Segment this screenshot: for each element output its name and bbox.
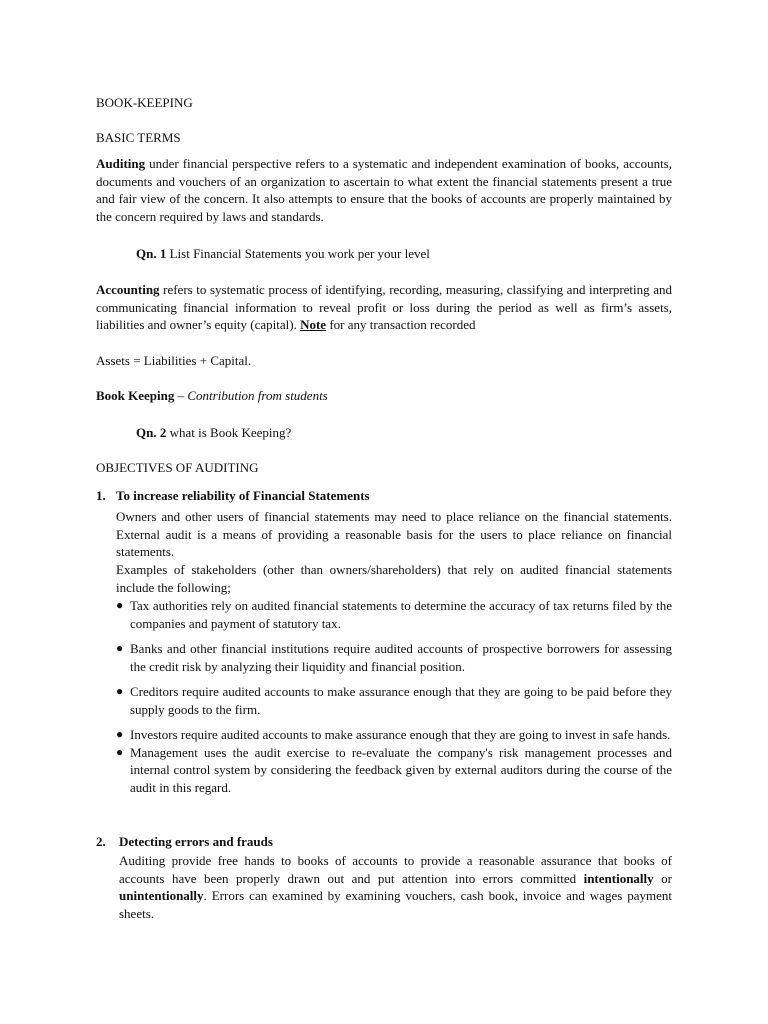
accounting-definition (96, 281, 672, 334)
objective-1-number (96, 487, 106, 505)
objective-1-paragraph-1: Owners and other users of financial statements may need to place reliance on the financial statements. External audit is a means of providing a reasonable basis for the users to place reliance on financial statements. (116, 509, 672, 559)
objective-2-number-text: 2. (96, 834, 106, 849)
bullet-icon: ● (116, 727, 124, 741)
objective-2-text-c: . Errors can examined by examining vouchers, cash book, invoice and wages payment sheets. (119, 888, 672, 921)
auditing-text: under financial perspective refers to a systematic and independent examination of books, accounts, documents and vouchers of an organization to ascertain to what extent the financial statements present a true and fair view of the concern. It also attempts to ensure that the books of accounts are properly maintained by the concern required by laws and standards. (96, 156, 672, 224)
objective-1-title (116, 487, 370, 505)
accounting-text: refers to systematic process of identifying, recording, measuring, classifying and interpreting and communicating financial information to reveal profit or loss during the period as well as firm’s assets, liabilities and owner’s equity (capital). (96, 282, 672, 332)
question-1-label: Qn. 1 (136, 246, 167, 261)
list-item-text: Management uses the audit exercise to re-evaluate the company's risk management processes and internal control system by considering the feedback given by external auditors during the course of the audit in this regard. (130, 744, 672, 795)
stakeholder-bullet-list (116, 597, 672, 796)
objective-2-title (119, 833, 273, 851)
list-item (116, 744, 672, 797)
bullet-icon: ● (116, 641, 124, 655)
doc-heading: BOOK-KEEPING (96, 95, 193, 110)
objective-1-number-text: 1. (96, 488, 106, 503)
term-accounting: Accounting (96, 282, 160, 297)
note-label: Note (300, 317, 327, 332)
list-item (116, 683, 672, 718)
objective-1-paragraph-2: Examples of stakeholders (other than owners/shareholders) that rely on audited financial statements include the following; (116, 562, 672, 595)
accounting-equation: Assets = Liabilities + Capital. (96, 353, 252, 368)
objective-2-text-b: or (653, 870, 672, 886)
section-heading-basic-terms: BASIC TERMS (96, 130, 181, 145)
list-item (116, 726, 672, 744)
objective-2-number (96, 833, 106, 851)
objective-1-title-text: To increase reliability of Financial Statements (116, 488, 370, 503)
question-1-text: List Financial Statements you work per your level (166, 246, 430, 261)
question-2 (136, 424, 291, 442)
objective-2-bold-a: intentionally (583, 870, 654, 886)
list-item (116, 597, 672, 632)
term-auditing: Auditing (96, 156, 146, 171)
bullet-icon: ● (116, 684, 124, 698)
book-keeping-dash: – (174, 388, 188, 403)
objective-2-title-text: Detecting errors and frauds (119, 834, 273, 849)
bullet-icon: ● (116, 598, 124, 612)
list-item-text: Investors require audited accounts to make assurance enough that they are going to invest in safe hands. (130, 727, 671, 742)
term-book-keeping: Book Keeping (96, 388, 175, 403)
note-text: for any transaction recorded (326, 317, 476, 332)
question-2-label: Qn. 2 (136, 425, 167, 440)
objective-2-bold-b: unintentionally (119, 888, 204, 903)
bullet-icon: ● (116, 744, 124, 759)
question-1 (136, 245, 430, 263)
book-keeping-line (96, 387, 328, 405)
question-2-text: what is Book Keeping? (166, 425, 292, 440)
list-item-text: Creditors require audited accounts to make assurance enough that they are going to be paid before they supply goods to the firm. (130, 684, 672, 717)
book-keeping-text: Contribution from students (187, 388, 328, 403)
objective-2-text-a: Auditing provide free hands to books of accounts to provide a reasonable assurance that books of accounts have been properly drawn out and put attention into errors committed (119, 853, 672, 886)
list-item-text: Banks and other financial institutions require audited accounts of prospective borrowers for assessing the credit risk by analyzing their liquidity and financial position. (130, 641, 672, 674)
list-item-text: Tax authorities rely on audited financial statements to determine the accuracy of tax returns filed by the companies and payment of statutory tax. (130, 598, 672, 631)
section-heading-objectives: OBJECTIVES OF AUDITING (96, 460, 259, 475)
list-item (116, 640, 672, 675)
objective-2-paragraph (119, 852, 672, 922)
auditing-definition (96, 155, 672, 225)
